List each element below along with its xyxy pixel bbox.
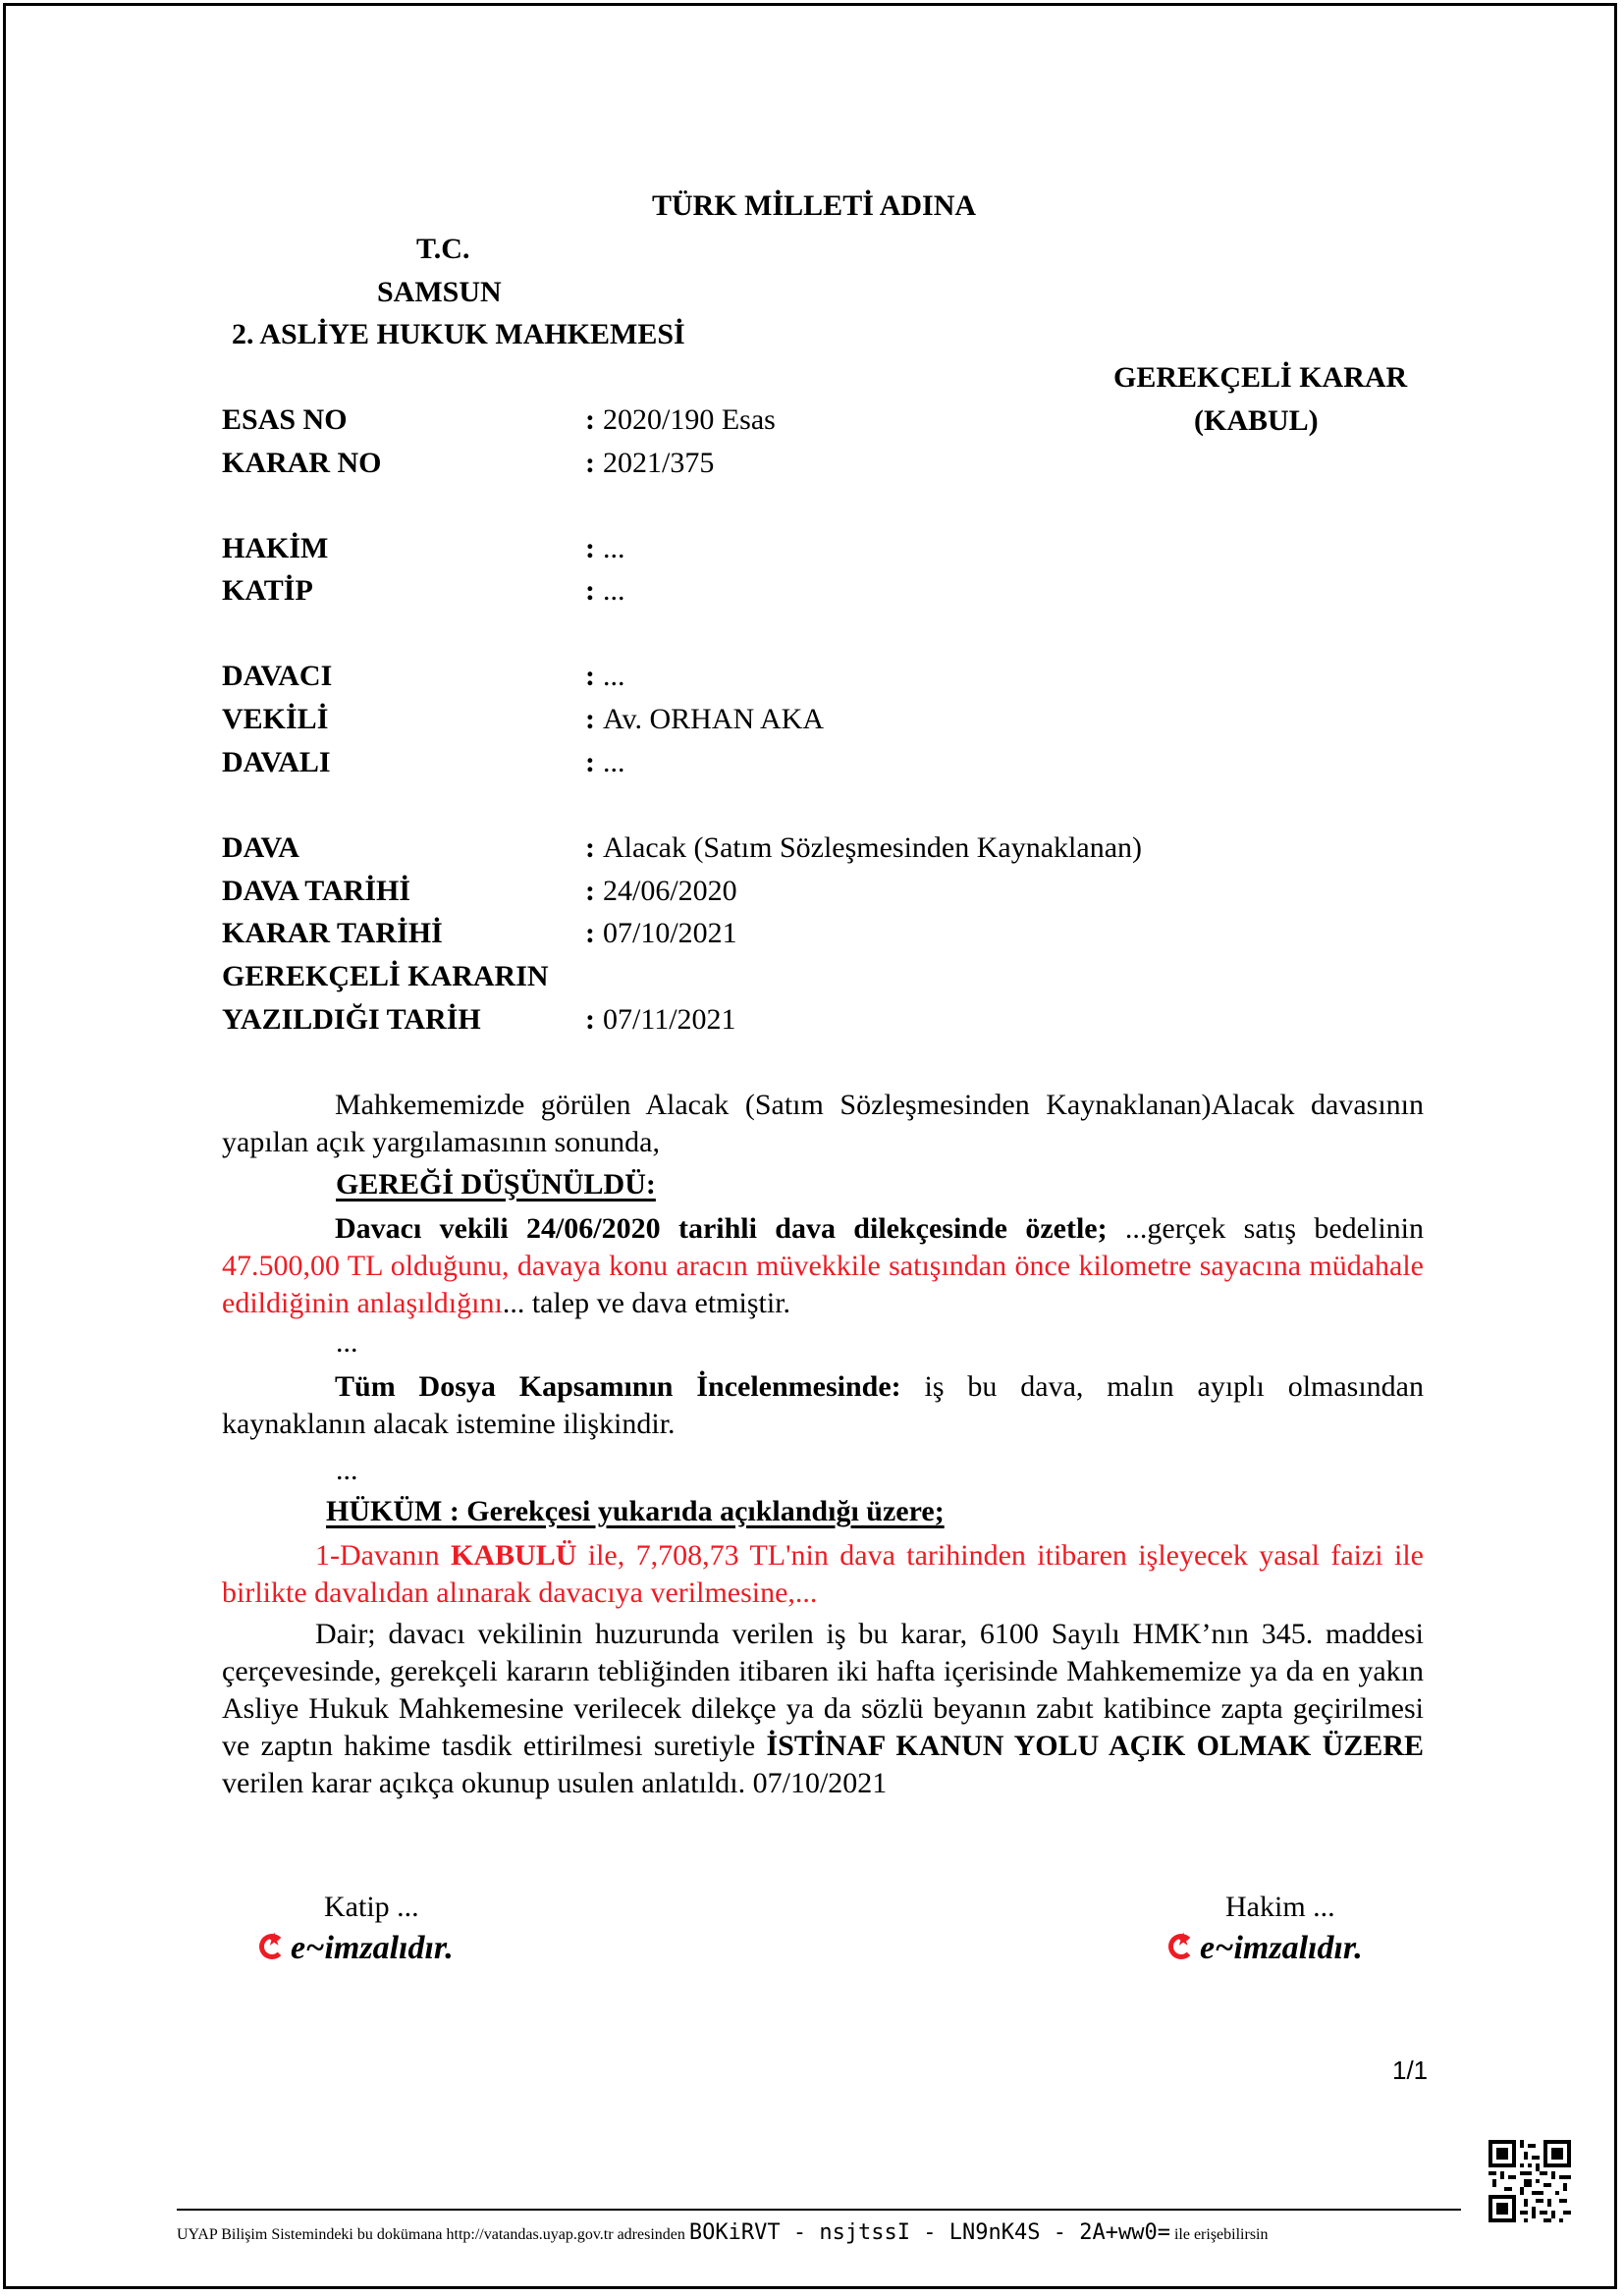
intro-paragraph: Mahkememizde görülen Alacak (Satım Sözleşmesinden Kaynaklanan)Alacak davasının yapılan açık yargılamasının sonunda, <box>222 1089 1424 1158</box>
davali-label: DAVALI <box>222 746 331 778</box>
footer-suffix: ile erişebilirsin <box>1169 2226 1269 2243</box>
footer <box>177 2220 1461 2245</box>
colon: : <box>585 574 595 607</box>
colon: : <box>585 746 595 778</box>
vekili-value: Av. ORHAN AKA <box>603 703 824 735</box>
ellipsis-2: ... <box>336 1454 358 1486</box>
esas-no-value: 2020/190 Esas <box>603 403 776 436</box>
nation-heading: TÜRK MİLLETİ ADINA <box>652 189 977 222</box>
davaci-red-text: 47.500,00 TL olduğunu, davaya konu aracın müvekkile satışından önce kilometre sayacına müdahale edildiğinin anlaşıldığını <box>222 1250 1424 1319</box>
footer-prefix: UYAP Bilişim Sistemindeki bu dokümana http://vatandas.uyap.gov.tr adresinden <box>177 2226 689 2243</box>
decision-result: (KABUL) <box>1194 404 1319 437</box>
hakim-value: ... <box>603 532 625 564</box>
colon: : <box>585 703 595 735</box>
davaci-text-1: ...gerçek satış bedelinin <box>1107 1212 1424 1245</box>
inceleme-text: iş bu dava, malın ayıplı olmasından kaynaklanın alacak istemine ilişkindir. <box>222 1370 1424 1440</box>
hukum-kabul-bold: KABULÜ <box>451 1539 577 1572</box>
davaci-text-2: ... talep ve dava etmiştir. <box>502 1287 791 1319</box>
davaci-label: DAVACI <box>222 660 333 692</box>
hukum-red-1: 1-Davanın <box>315 1539 452 1572</box>
colon: : <box>585 532 595 564</box>
dava-value: Alacak (Satım Sözleşmesinden Kaynaklanan) <box>603 831 1142 864</box>
karar-no-label: KARAR NO <box>222 447 382 479</box>
footer-access-code: BOKiRVT - nsjtssI - LN9nK4S - 2A+ww0= <box>688 2220 1170 2245</box>
katip-value-row <box>585 574 625 608</box>
esas-no-label: ESAS NO <box>222 403 348 436</box>
karar-tarihi-value: 07/10/2021 <box>603 917 737 949</box>
karar-no-value: 2021/375 <box>603 447 715 479</box>
hakim-value-row <box>585 532 625 565</box>
davali-value: ... <box>603 746 625 778</box>
davaci-paragraph <box>222 1210 1424 1322</box>
gerekceli-kararin-label: GEREKÇELİ KARARIN <box>222 960 549 992</box>
vekili-label: VEKİLİ <box>222 703 329 735</box>
ellipsis-1: ... <box>336 1326 358 1359</box>
hakim-esign-text: e~imzalıdır. <box>1200 1930 1363 1966</box>
page-number: 1/1 <box>1392 2056 1429 2085</box>
katip-esignature <box>257 1930 454 1967</box>
colon: : <box>585 831 595 864</box>
decision-type: GEREKÇELİ KARAR <box>1113 361 1408 394</box>
qr-code-icon <box>1489 2140 1571 2222</box>
dair-bold: İSTİNAF KANUN YOLU AÇIK OLMAK ÜZERE <box>766 1730 1424 1762</box>
court-heading: 2. ASLİYE HUKUK MAHKEMESİ <box>232 318 685 350</box>
dava-tarihi-value: 24/06/2020 <box>603 875 737 907</box>
hakim-label: HAKİM <box>222 532 329 564</box>
karar-tarihi-label: KARAR TARİHİ <box>222 917 443 949</box>
davali-value-row <box>585 746 625 779</box>
dava-tarihi-label: DAVA TARİHİ <box>222 875 411 907</box>
yazildigi-tarih-value-row <box>585 1003 736 1037</box>
dair-paragraph <box>222 1616 1424 1802</box>
katip-esign-text: e~imzalıdır. <box>291 1930 454 1966</box>
hakim-esignature <box>1166 1930 1363 1967</box>
davaci-value-row <box>585 660 625 693</box>
dair-text-2: verilen karar açıkça okunup usulen anlatıldı. 07/10/2021 <box>222 1767 888 1799</box>
colon: : <box>585 447 595 479</box>
geregi-heading: GEREĞİ DÜŞÜNÜLDÜ: <box>336 1168 656 1201</box>
yazildigi-tarih-label: YAZILDIĞI TARİH <box>222 1003 481 1036</box>
tc-heading: T.C. <box>416 233 470 265</box>
dava-tarihi-value-row <box>585 875 737 908</box>
hukum-red-2: ile, 7,708,73 TL'nin dava tarihinden itibaren işleyecek yasal faizi ile birlikte davalıdan alınarak davacıya verilmesine,... <box>222 1539 1424 1609</box>
uyap-logo-icon <box>257 1932 287 1961</box>
colon: : <box>585 1003 595 1036</box>
karar-no-value-row <box>585 447 714 480</box>
esas-no-value-row <box>585 403 776 437</box>
city-heading: SAMSUN <box>377 276 502 308</box>
uyap-logo-icon <box>1166 1932 1196 1961</box>
colon: : <box>585 403 595 436</box>
dava-value-row <box>585 831 1142 865</box>
hakim-signature-label: Hakim ... <box>1225 1891 1335 1923</box>
dava-label: DAVA <box>222 831 299 864</box>
hukum-paragraph <box>222 1537 1424 1612</box>
katip-signature-label: Katip ... <box>324 1891 419 1923</box>
inceleme-paragraph <box>222 1368 1424 1443</box>
colon: : <box>585 917 595 949</box>
vekili-value-row <box>585 703 824 736</box>
davaci-intro-bold: Davacı vekili 24/06/2020 tarihli dava dilekçesinde özetle; <box>335 1212 1108 1245</box>
katip-label: KATİP <box>222 574 313 607</box>
katip-value: ... <box>603 574 625 607</box>
inceleme-bold: Tüm Dosya Kapsamının İncelenmesinde: <box>335 1370 901 1403</box>
colon: : <box>585 660 595 692</box>
footer-divider <box>177 2209 1461 2211</box>
yazildigi-tarih-value: 07/11/2021 <box>603 1003 736 1036</box>
davaci-value: ... <box>603 660 625 692</box>
karar-tarihi-value-row <box>585 917 737 950</box>
dair-text-1: Dair; davacı vekilinin huzurunda verilen iş bu karar, 6100 Sayılı HMK’nın 345. maddesi çerçevesinde, gerekçeli kararın tebliğinden itibaren iki hafta içerisinde Mahkememize ya da en yakın Asliye Hukuk Mahkemesine verilecek dilekçe ya da sözlü beyanın zabıt katibince zapta geçirilmesi ve zaptın hakime tasdik ettirilmesi suretiyle <box>222 1618 1424 1762</box>
hukum-heading: HÜKÜM : Gerekçesi yukarıda açıklandığı üzere; <box>326 1495 945 1527</box>
colon: : <box>585 875 595 907</box>
